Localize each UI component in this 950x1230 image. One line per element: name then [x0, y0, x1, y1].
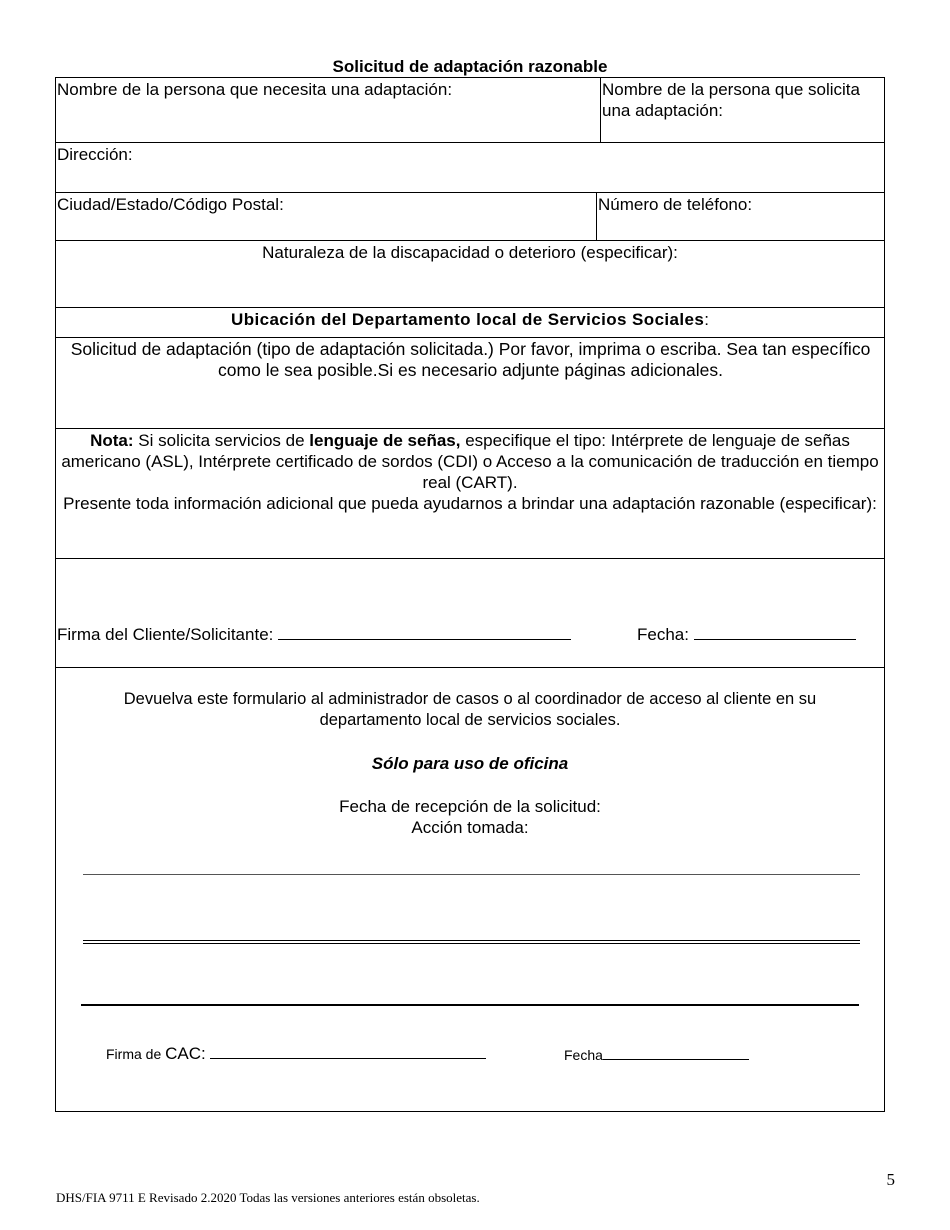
- address-label: Dirección:: [57, 145, 133, 164]
- action-taken-label[interactable]: Acción tomada:: [411, 818, 529, 837]
- city-state-zip-label: Ciudad/Estado/Código Postal:: [57, 195, 284, 214]
- cac-signature-label: CAC:: [165, 1044, 206, 1063]
- note-text-2: especifique el tipo: Intérprete de lenguaje de señas americano (ASL), Intérprete certificado de sordos (CDI) o Acceso a la comunicación de traducción en tiempo real (CART).: [61, 431, 879, 492]
- form-id-footer: DHS/FIA 9711 E Revisado 2.2020 Todas las versiones anteriores están obsoletas.: [56, 1190, 480, 1205]
- note-section: [56, 429, 884, 559]
- action-line-2b: [83, 943, 860, 944]
- person-requesting-label: Nombre de la persona que solicita una adaptación:: [602, 80, 860, 120]
- return-instructions: Devuelva este formulario al administrador de casos o al coordinador de acceso al cliente en su departamento local de servicios sociales.: [123, 690, 817, 729]
- address-field[interactable]: [56, 143, 884, 193]
- phone-label: Número de teléfono:: [598, 195, 753, 214]
- client-signature-label: Firma del Cliente/Solicitante:: [57, 625, 274, 644]
- client-signature-line[interactable]: [278, 625, 571, 640]
- office-location-field[interactable]: [56, 308, 884, 338]
- accommodation-form: [55, 77, 885, 1112]
- action-line-3[interactable]: [81, 1004, 859, 1006]
- note-bold-term: lenguaje de señas,: [309, 431, 461, 450]
- city-phone-row: [56, 193, 884, 241]
- client-signature-row: [56, 559, 884, 668]
- person-needing-label: Nombre de la persona que necesita una adaptación:: [57, 80, 453, 99]
- accommodation-request-field[interactable]: [56, 338, 884, 429]
- office-section: [56, 668, 884, 1111]
- action-line-2[interactable]: [83, 940, 860, 941]
- note-label: Nota:: [90, 431, 134, 450]
- disability-label: Naturaleza de la discapacidad o deterioro (especificar):: [262, 243, 678, 262]
- office-location-colon: :: [704, 310, 709, 329]
- received-date-label[interactable]: Fecha de recepción de la solicitud:: [339, 797, 601, 816]
- accommodation-request-label: Solicitud de adaptación (tipo de adaptación solicitada.) Por favor, imprima o escriba. Sea tan específico como le sea posible.Si es necesario adjunte páginas adicionales.: [70, 339, 871, 380]
- client-date-line[interactable]: [694, 625, 856, 640]
- client-date-label: Fecha:: [637, 625, 689, 644]
- cac-date-line[interactable]: [603, 1046, 749, 1060]
- note-paragraph: [60, 430, 880, 493]
- person-requesting-field[interactable]: [601, 78, 884, 142]
- city-state-zip-field[interactable]: [56, 193, 597, 240]
- note-text-1: Si solicita servicios de: [133, 431, 310, 450]
- cac-date-label: Fecha: [564, 1047, 603, 1063]
- page-number: 5: [886, 1170, 895, 1189]
- additional-info-label: Presente toda información adicional que pueda ayudarnos a brindar una adaptación razonable (especificar):: [63, 494, 877, 513]
- action-line-1[interactable]: [83, 874, 860, 875]
- form-title: Solicitud de adaptación razonable: [332, 57, 608, 76]
- office-use-heading: Sólo para uso de oficina: [371, 754, 569, 773]
- person-needing-field[interactable]: [56, 78, 601, 142]
- office-location-label: Ubicación del Departamento local de Servicios Sociales: [231, 310, 705, 329]
- cac-signature-prefix: Firma de: [106, 1046, 166, 1062]
- names-row: [56, 78, 884, 143]
- disability-field[interactable]: [56, 241, 884, 308]
- cac-signature-line[interactable]: [210, 1045, 486, 1059]
- phone-field[interactable]: [597, 193, 884, 240]
